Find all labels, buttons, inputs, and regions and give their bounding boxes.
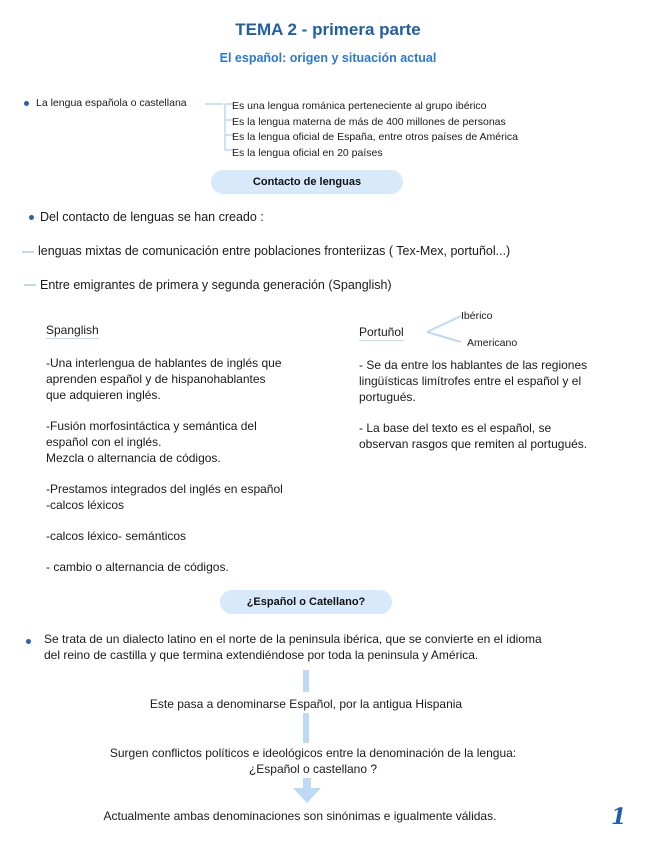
page-number: 1 [611,804,627,830]
flow-line [303,713,309,743]
flow-step: Este pasa a denominarse Español, por la antigua Hispania [149,697,463,711]
spanglish-paragraph: -Prestamos integrados del inglés en español -calcos léxicos [46,482,283,512]
spanglish-paragraph: -Una interlengua de hablantes de inglés que aprenden español y de hispanohablantes que adquieren inglés. [46,356,282,402]
section-pill-contacto: Contacto de lenguas [211,170,403,194]
portunol-paragraph: - Se da entre los hablantes de las regiones lingüísticas limítrofes entre el español y el portugués. [359,358,588,404]
contact-item: lenguas mixtas de comunicación entre poblaciones fronteriizas ( Tex-Mex, portuñol...) [38,244,511,258]
spanglish-paragraph: -calcos léxico- semánticos [46,529,187,543]
bullet-icon [26,639,31,644]
spanglish-paragraph: - cambio o alternancia de códigos. [46,560,229,574]
fact-item: Es la lengua materna de más de 400 millones de personas [232,115,506,128]
dash-marker [22,251,34,253]
fact-item: Es la lengua oficial en 20 países [232,146,383,159]
branch-label-bottom: Americano [467,337,518,349]
branch-label-top: Ibérico [461,310,493,322]
portunol-body [359,357,629,467]
bullet-icon [24,101,29,106]
branch-connector [425,312,465,344]
dash-marker [24,284,36,286]
spanglish-body [46,355,336,590]
fact-item: Es la lengua oficial de España, entre otros países de América [232,131,519,143]
flow-step: Surgen conflictos políticos e ideológicos entre la denominación de la lengua: ¿Español o castellano ? [109,746,517,776]
portunol-heading: Portuñol [359,325,404,339]
flow-line [303,670,309,692]
page-subtitle: El español: origen y situación actual [219,51,437,65]
spanglish-heading: Spanglish [46,323,99,337]
flow-step: Actualmente ambas denominaciones son sinónimas e igualmente válidas. [103,809,497,823]
section-pill-nombre: ¿Español o Catellano? [220,590,392,614]
intro-facts [232,99,518,161]
contact-item: Entre emigrantes de primera y segunda generación (Spanglish) [40,278,392,292]
bracket-connector [205,100,235,155]
spanglish-paragraph: -Fusión morfosintáctica y semántica del español con el inglés. Mezcla o alternancia de códigos. [46,419,257,465]
arrow-down-icon [293,778,321,804]
intro-label: La lengua española o castellana [36,97,187,109]
fact-item: Es una lengua románica perteneciente al grupo ibérico [232,100,487,112]
bullet-icon [29,215,34,220]
page-title: TEMA 2 - primera parte [235,20,421,39]
portunol-paragraph: - La base del texto es el español, se observan rasgos que remiten al portugués. [359,421,588,451]
name-lead: Se trata de un dialecto latino en el norte de la peninsula ibérica, que se convierte en el idioma del reino de castilla y que termina extendiéndose por toda la peninsula y América. [44,632,542,662]
contact-lead: Del contacto de lenguas se han creado : [40,210,264,224]
